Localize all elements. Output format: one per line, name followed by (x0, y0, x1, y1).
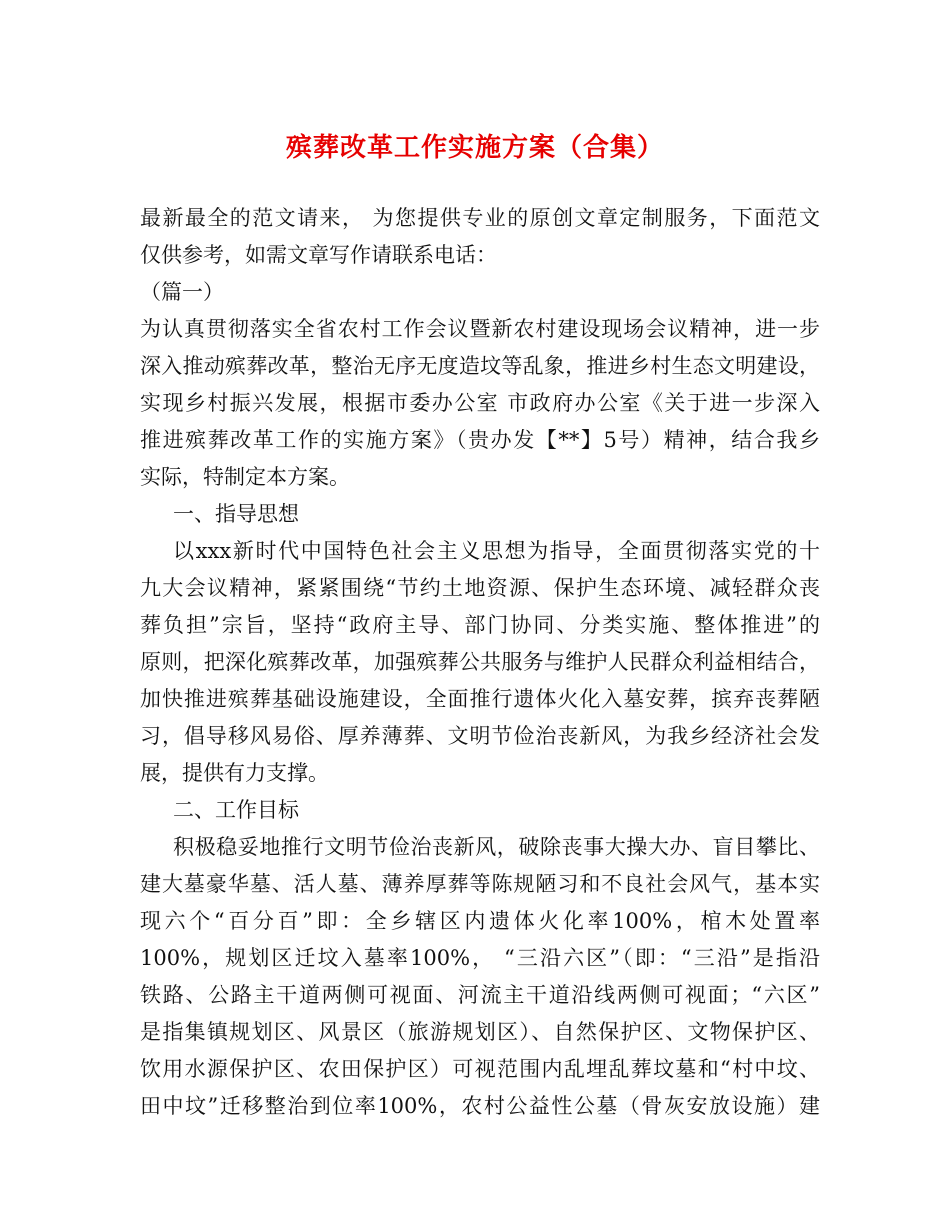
text-line: 葬负担”宗旨，坚持“政府主导、部门协同、分类实施、整体推进”的 (140, 613, 820, 637)
section-heading: 一、指导思想 (173, 502, 299, 526)
text-line: 积极稳妥地推行文明节俭治丧新风，破除丧事大操大办、盲目攀比、 (173, 835, 820, 859)
text-line: 田中坟”迁移整治到位率100%，农村公益性公墓（骨灰安放设施）建 (140, 1094, 820, 1118)
text-line: 为认真贯彻落实全省农村工作会议暨新农村建设现场会议精神，进一步 (140, 317, 820, 341)
text-line: 习，倡导移风易俗、厚养薄葬、文明节俭治丧新风，为我乡经济社会发 (140, 724, 820, 748)
text-line: 推进殡葬改革工作的实施方案》（贵办发【**】5号）精神，结合我乡 (140, 428, 820, 452)
text-line: 以xxx新时代中国特色社会主义思想为指导，全面贯彻落实党的十 (173, 539, 820, 563)
text-line: 最新最全的范文请来， 为您提供专业的原创文章定制服务，下面范文 (140, 206, 820, 230)
text-line: 九大会议精神，紧紧围绕“节约土地资源、保护生态环境、减轻群众丧 (140, 576, 820, 600)
text-line: 原则，把深化殡葬改革，加强殡葬公共服务与维护人民群众利益相结合， (140, 650, 820, 674)
text-line: 饮用水源保护区、农田保护区）可视范围内乱埋乱葬坟墓和“村中坟、 (140, 1057, 820, 1081)
text-line: 是指集镇规划区、风景区（旅游规划区）、自然保护区、文物保护区、 (140, 1020, 820, 1044)
text-line: 建大墓豪华墓、活人墓、薄养厚葬等陈规陋习和不良社会风气，基本实 (140, 872, 820, 896)
text-line: 100%，规划区迁坟入墓率100%， “三沿六区”（即：“三沿”是指沿 (140, 946, 820, 970)
text-line: 实际，特制定本方案。 (140, 465, 350, 489)
text-line: 现六个“百分百”即：全乡辖区内遗体火化率100%，棺木处置率 (140, 909, 820, 933)
text-line: 加快推进殡葬基础设施建设，全面推行遗体火化入墓安葬，摈弃丧葬陋 (140, 687, 820, 711)
text-line: 展，提供有力支撑。 (140, 761, 329, 785)
document-body (140, 200, 820, 1125)
text-line: 仅供参考，如需文章写作请联系电话： (140, 243, 497, 267)
text-line: 深入推动殡葬改革，整治无序无度造坟等乱象，推进乡村生态文明建设， (140, 354, 820, 378)
text-line: （篇一） (140, 280, 224, 304)
text-line: 实现乡村振兴发展，根据市委办公室 市政府办公室《关于进一步深入 (140, 391, 820, 415)
text-line: 铁路、公路主干道两侧可视面、河流主干道沿线两侧可视面；“六区” (140, 983, 820, 1007)
document-title: 殡葬改革工作实施方案（合集） (285, 133, 664, 163)
section-heading: 二、工作目标 (173, 798, 299, 822)
